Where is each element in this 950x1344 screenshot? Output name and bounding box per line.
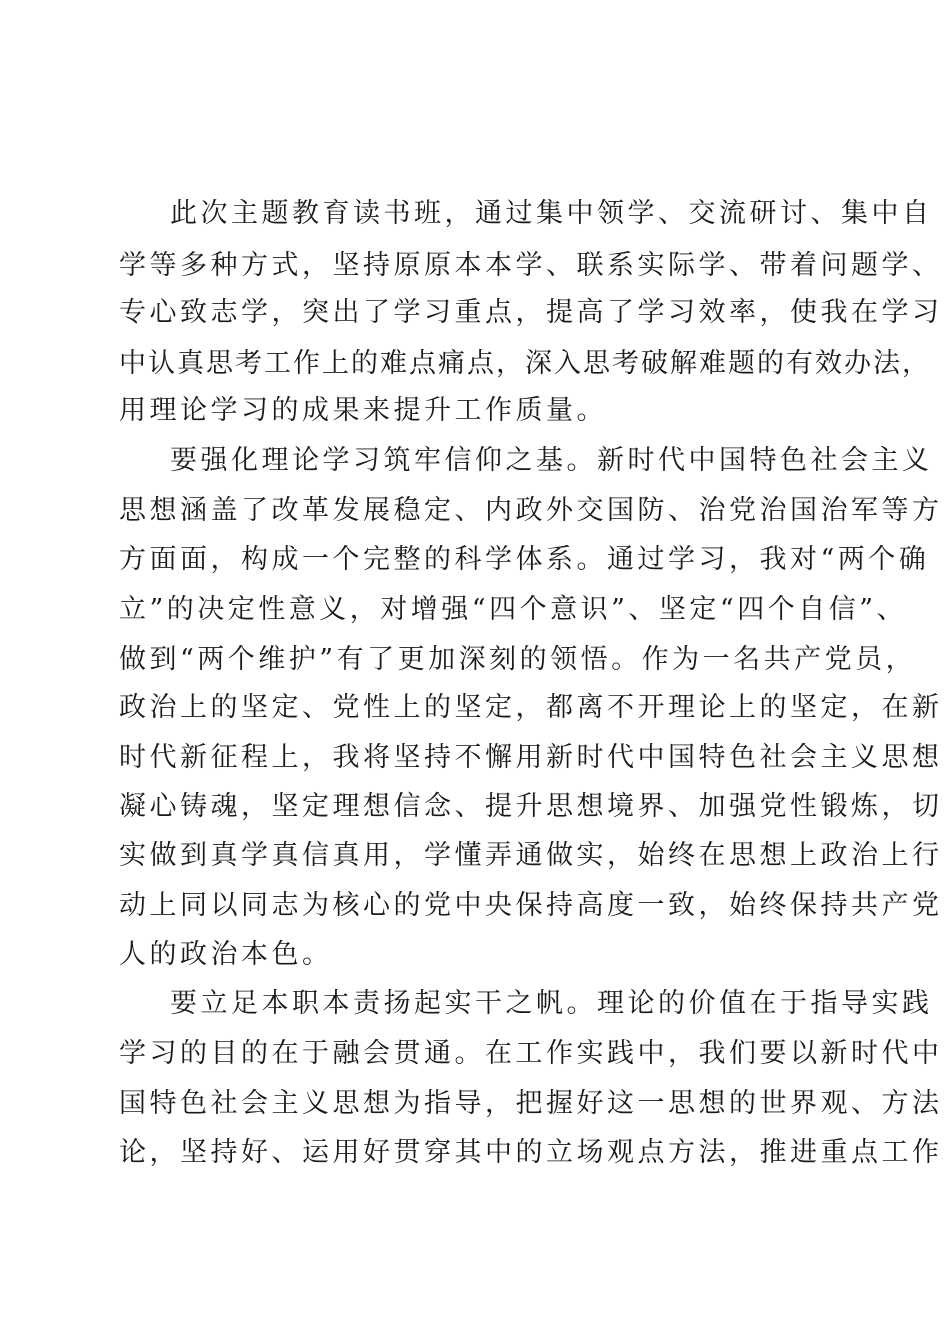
paragraph-2-line-11: 人的政治本色。	[119, 939, 333, 970]
paragraph-1-line-1: 此次主题教育读书班，通过集中领学、交流研讨、集中自	[170, 198, 933, 229]
paragraph-2-line-5: 做到“两个维护”有了更加深刻的领悟。作为一名共产党员，	[119, 644, 917, 675]
paragraph-2-line-10: 动上同以同志为核心的党中央保持高度一致，始终保持共产党	[119, 890, 943, 921]
paragraph-2-line-2: 思想涵盖了改革发展稳定、内政外交国防、治党治国治军等方	[119, 495, 943, 526]
paragraph-2-line-7: 时代新征程上，我将坚持不懈用新时代中国特色社会主义思想	[119, 742, 943, 773]
paragraph-1-line-2: 学等多种方式，坚持原原本本学、联系实际学、带着问题学、	[119, 250, 943, 281]
paragraph-2-line-6: 政治上的坚定、党性上的坚定，都离不开理论上的坚定，在新	[119, 692, 943, 723]
paragraph-1-line-3: 专心致志学，突出了学习重点，提高了学习效率，使我在学习	[119, 297, 943, 328]
paragraph-3-line-2: 学习的目的在于融会贯通。在工作实践中，我们要以新时代中	[119, 1038, 943, 1069]
paragraph-1-line-5: 用理论学习的成果来提升工作质量。	[119, 395, 607, 426]
paragraph-3-line-1: 要立足本职本责扬起实干之帆。理论的价值在于指导实践	[170, 988, 933, 1019]
paragraph-1-line-4: 中认真思考工作上的难点痛点，深入思考破解难题的有效办法，	[119, 348, 931, 379]
paragraph-2-line-3: 方面面，构成一个完整的科学体系。通过学习，我对“两个确	[119, 544, 930, 575]
paragraph-2-line-8: 凝心铸魂，坚定理想信念、提升思想境界、加强党性锻炼，切	[119, 791, 943, 822]
paragraph-3-line-4: 论，坚持好、运用好贯穿其中的立场观点方法，推进重点工作	[119, 1137, 943, 1168]
paragraph-2-line-9: 实做到真学真信真用，学懂弄通做实，始终在思想上政治上行	[119, 840, 943, 871]
paragraph-2-line-4: 立”的决定性意义，对增强“四个意识”、坚定“四个自信”、	[119, 594, 908, 625]
paragraph-3-line-3: 国特色社会主义思想为指导，把握好这一思想的世界观、方法	[119, 1088, 943, 1119]
paragraph-2-line-1: 要强化理论学习筑牢信仰之基。新时代中国特色社会主义	[170, 445, 933, 476]
